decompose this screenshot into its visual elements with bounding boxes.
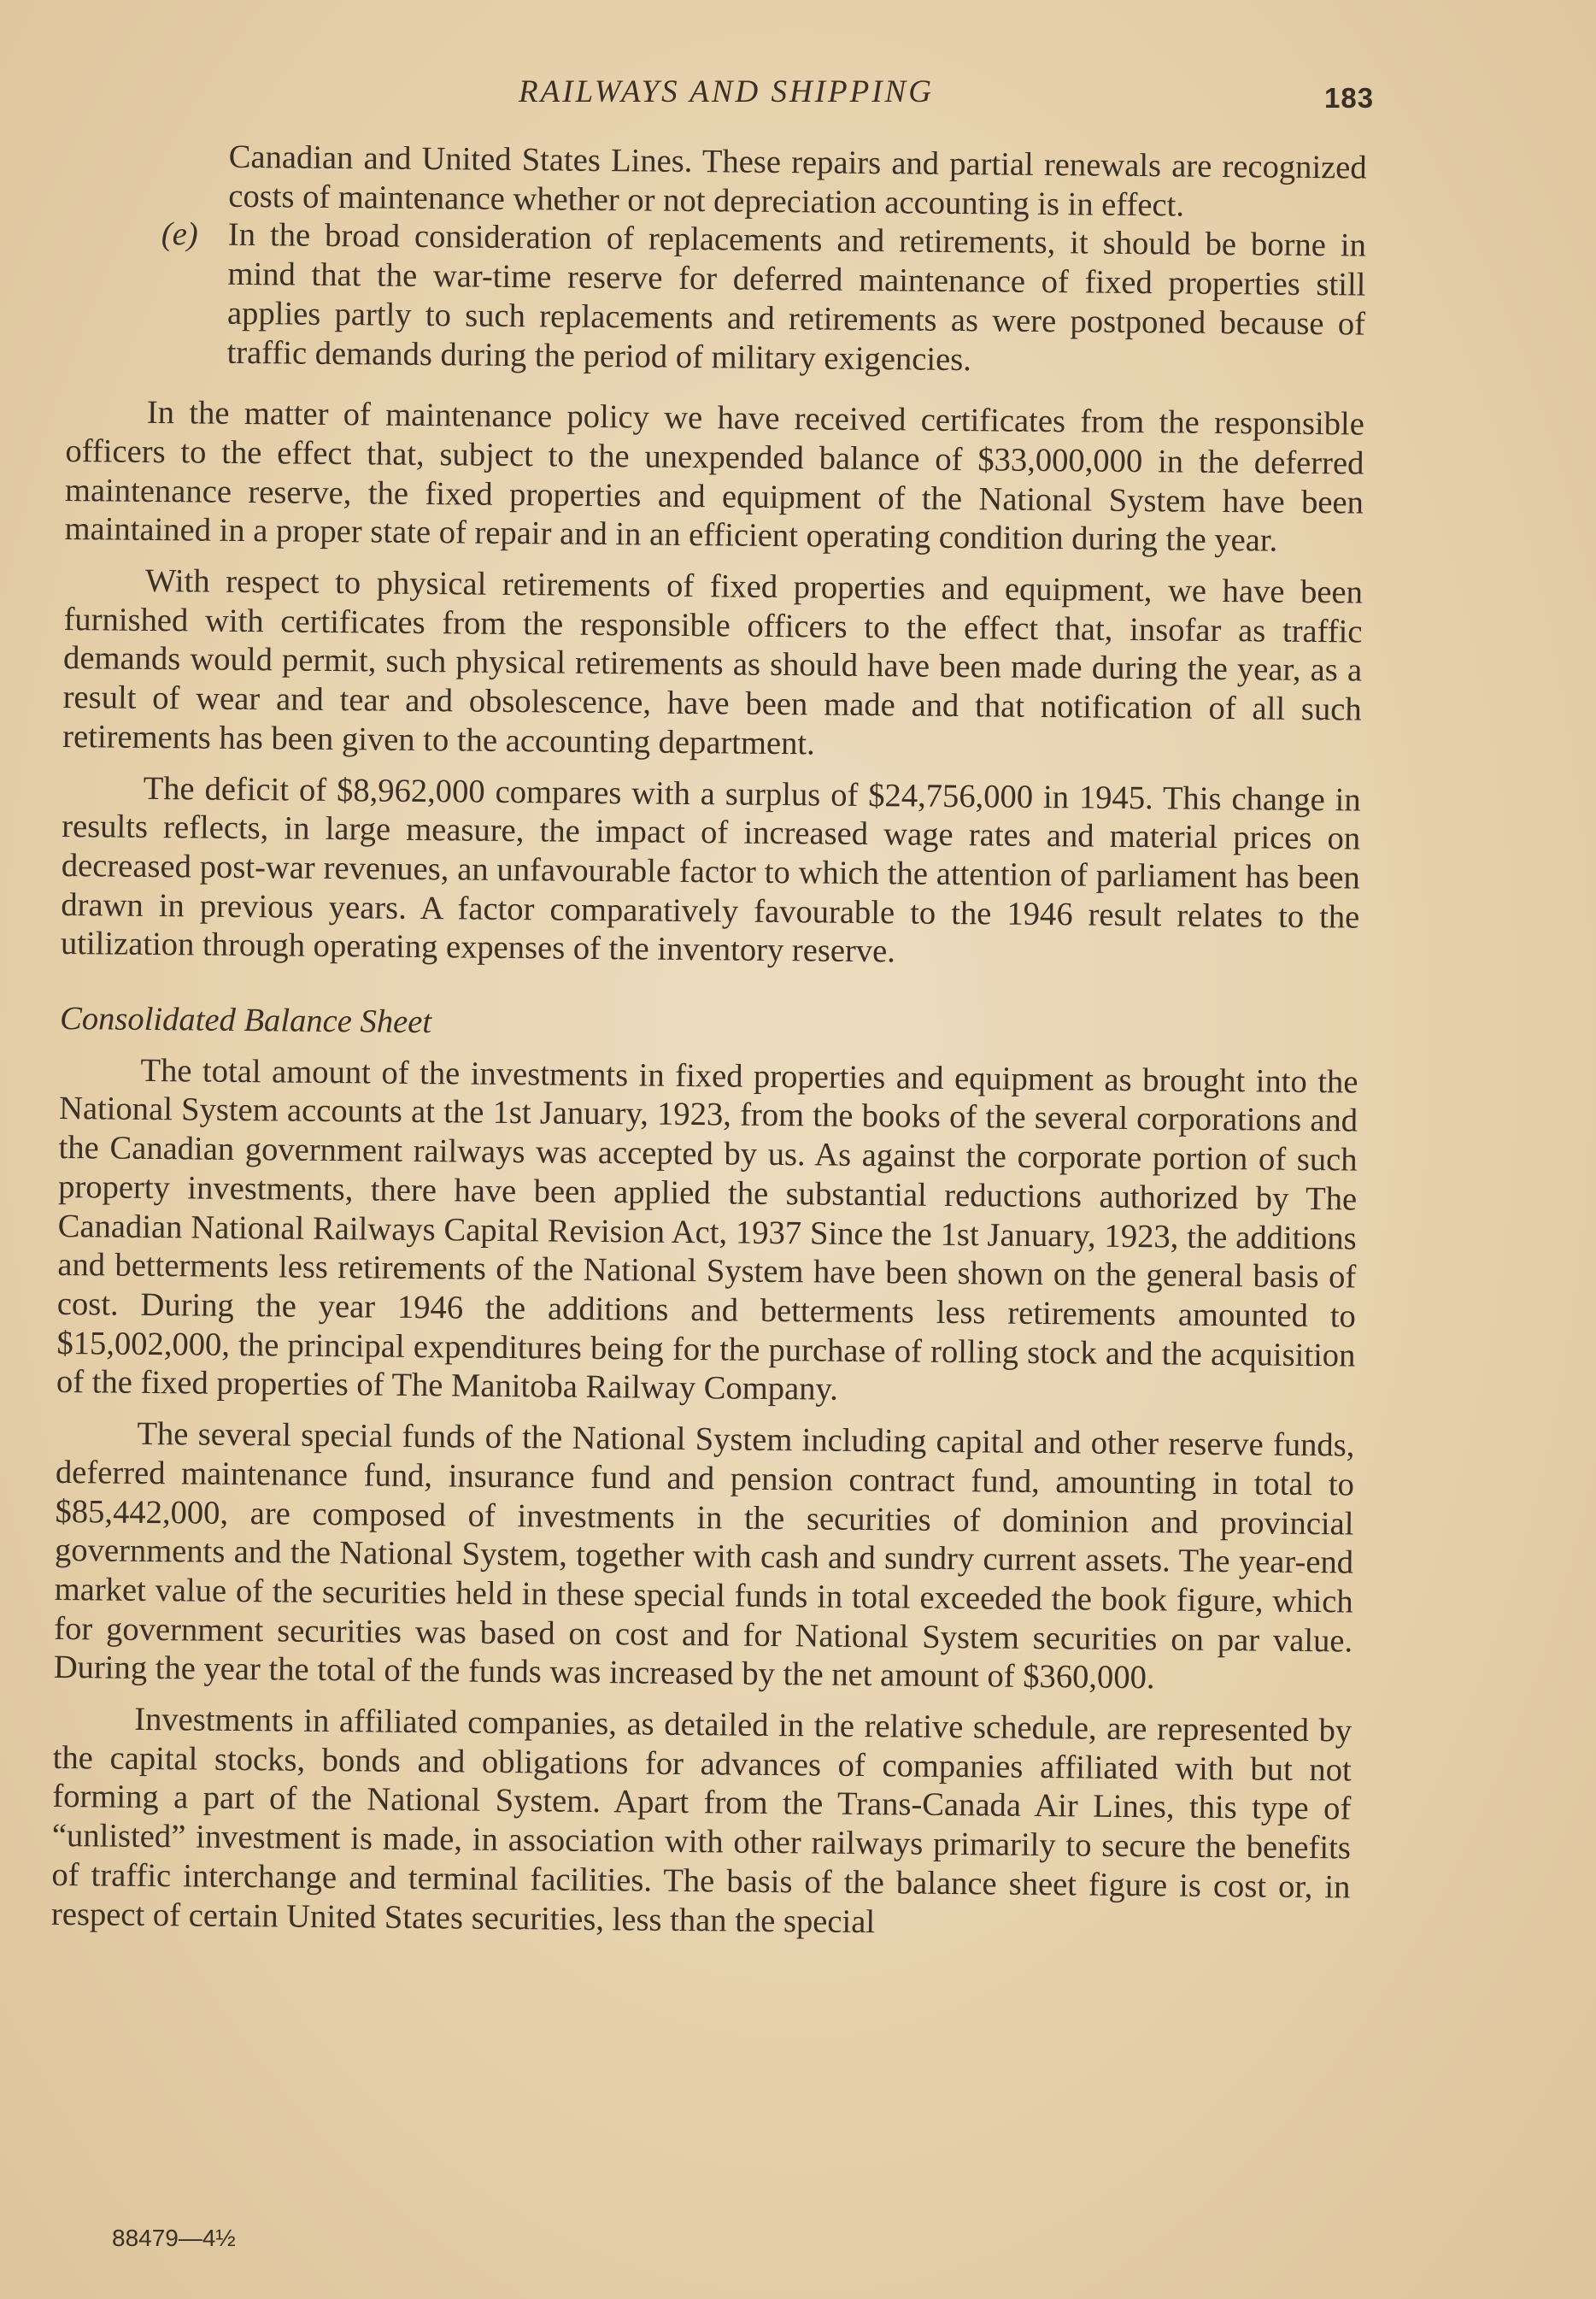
continued-item-text: Canadian and United States Lines. These repairs and partial renewals are recognized costs of maintenance whether or not depreciation accounting is in effect.	[228, 138, 1367, 224]
paragraph-maintenance-policy: In the matter of maintenance policy we have received certificates from the responsible officers to the effect that, subject to the unexpended balance of $33,000,000 in the deferred maintenance reserve, the fixed properties and equipment of the National System have been maintained in a proper state of repair and in an efficient operating condition during the year.	[64, 395, 1365, 559]
paragraph-physical-retirements: With respect to physical retirements of fixed properties and equipment, we have been furnished with certificates from the responsible officers to the effect that, insofar as traffic demands would permit, such physical retirements as should have been made during the year, as a result of wear and tear and obsolescence, have been made and that notification of all such retirements has been given to the accounting department.	[62, 562, 1364, 762]
running-header: RAILWAYS AND SHIPPING	[519, 74, 934, 109]
paragraph-special-funds: The several special funds of the National System including capital and other reserve funds, deferred maintenance fund, insurance fund and pension contract fund, amounting in total to $85,442,000, are composed of investments in the securities of dominion and provincial governments and the National System, together with cash and sundry current assets. The year-end market value of the securities held in these special funds in total exceeded the book figure, which for government securities was based on cost and for National System securities on par value. During the year the total of the funds was increased by the net amount of $360,000.	[53, 1415, 1355, 1696]
body-text	[51, 137, 1367, 1947]
section-heading: Consolidated Balance Sheet	[59, 1001, 432, 1041]
page-number: 183	[1324, 82, 1375, 114]
paragraph-affiliated-companies: Investments in affiliated companies, as detailed in the relative schedule, are represented by the capital stocks, bonds and obligations for advances of companies affiliated with but not forming a part of the National System. Apart from the Trans-Canada Air Lines, this type of “unlisted” investment is made, in association with other railways primarily to secure the benefits of traffic interchange and terminal facilities. The basis of the balance sheet figure is cost or, in respect of certain United States securities, less than the special	[50, 1701, 1352, 1940]
paragraph-deficit: The deficit of $8,962,000 compares with a surplus of $24,756,000 in 1945. This change in results reflects, in large measure, the impact of increased wage rates and material prices on decreased post-war revenues, an unfavourable factor to which the attention of parliament has been drawn in previous years. A factor comparatively favourable to the 1946 result relates to the utilization through operating expenses of the inventory reserve.	[60, 770, 1361, 970]
list-item-label: (e)	[161, 216, 198, 253]
list-item-e	[161, 216, 1367, 384]
footer-signature-code: 88479—4½	[112, 2225, 236, 2251]
list-item-text: In the broad consideration of replacements and retirements, it should be borne in mind that the war-time reserve for deferred maintenance of fixed properties still applies partly to such replacements and retirements as were postponed because of traffic demands during the period of military exigencies.	[226, 217, 1367, 378]
paragraph-investments-fixed-properties: The total amount of the investments in fixed properties and equipment as brought into the National System accounts at the 1st January, 1923, from the books of the several corporations and the Canadian government railways was accepted by us. As against the corporate portion of such property investments, there have been applied the substantial reductions authorized by The Canadian National Railways Capital Revision Act, 1937 Since the 1st January, 1923, the additions and betterments less retirements of the National System have been shown on the general basis of cost. During the year 1946 the additions and betterments less retirements amounted to $15,002,000, the principal expenditures being for the purchase of rolling stock and the acquisition of the fixed properties of The Manitoba Railway Company.	[56, 1052, 1358, 1408]
